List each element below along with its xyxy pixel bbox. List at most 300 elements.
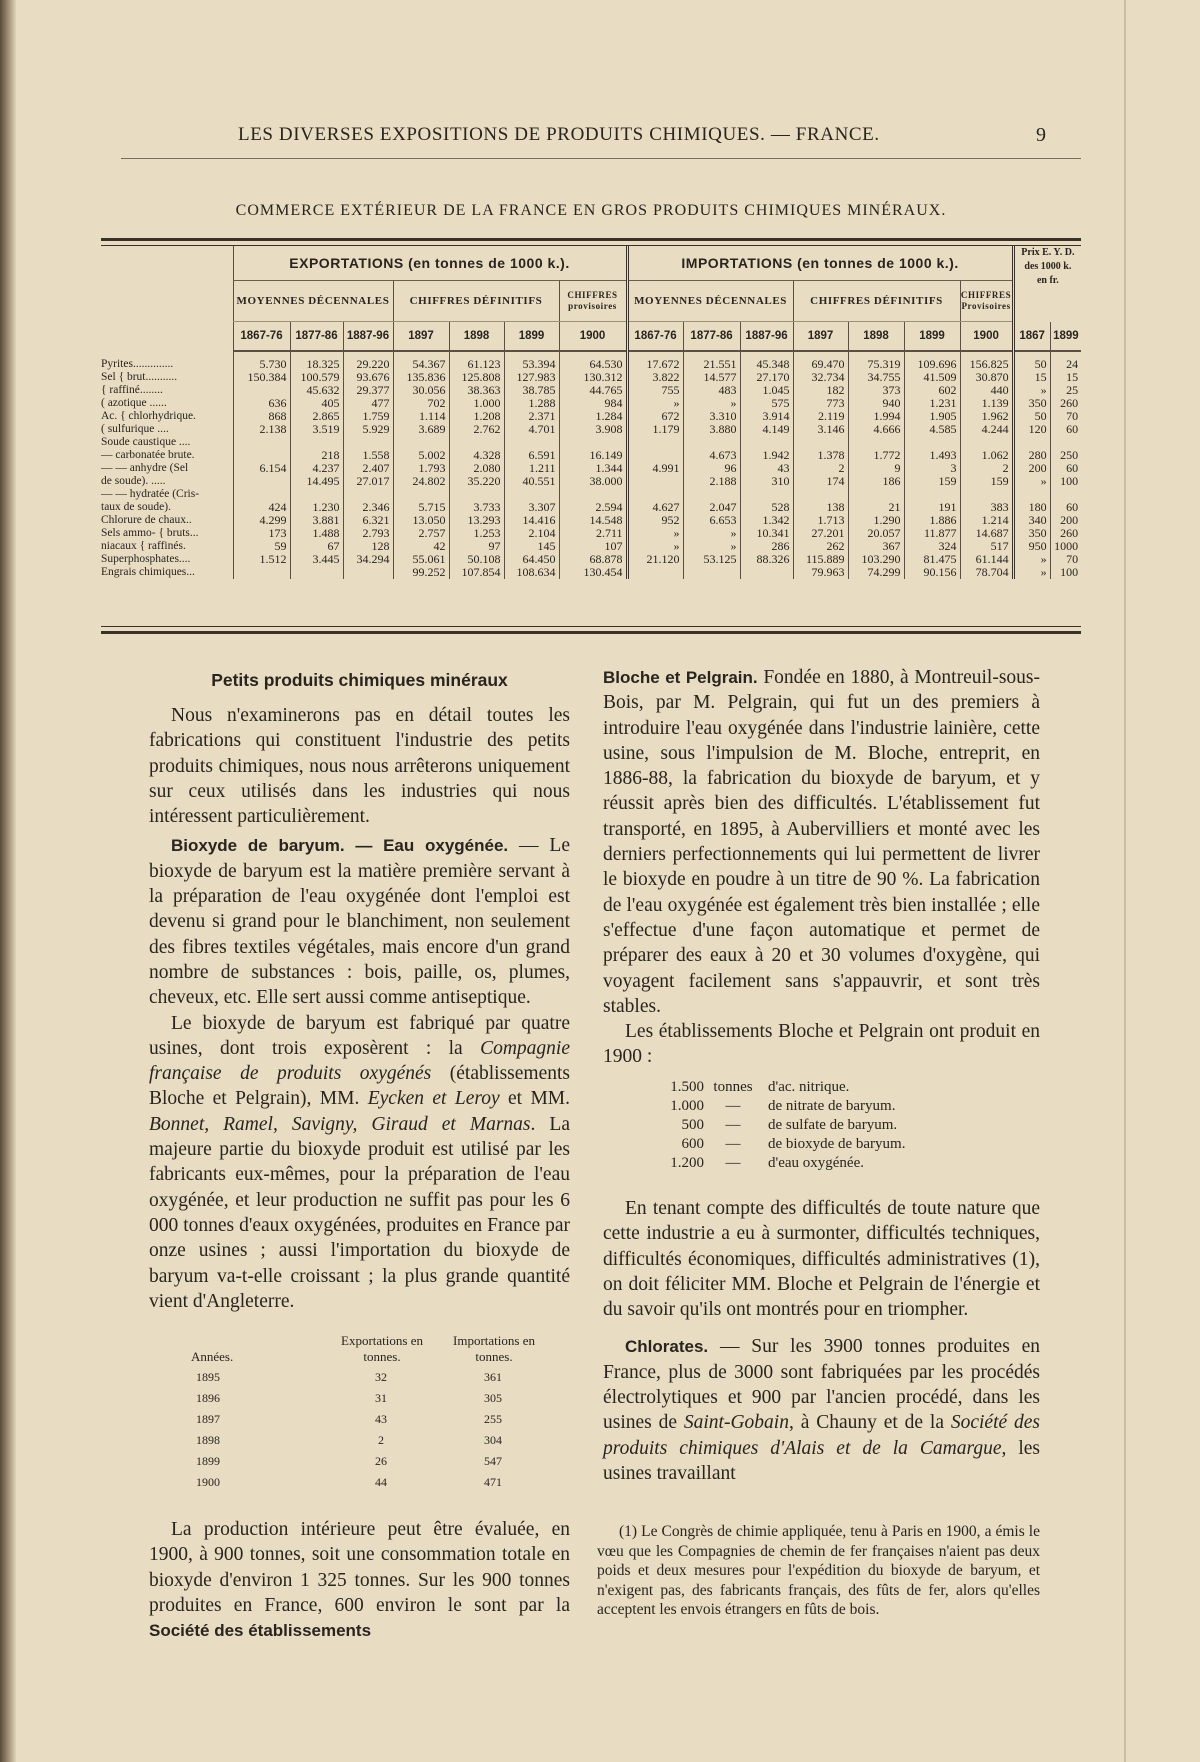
year-header: 1899 [904, 322, 960, 352]
import-value: 367 [848, 540, 904, 553]
prov-line: CHIFFRES [567, 290, 618, 300]
export-value: 1.558 [343, 449, 393, 462]
import-value: 159 [904, 475, 960, 488]
year-header: 1900 [960, 322, 1013, 352]
import-value: 575 [740, 397, 793, 410]
export-value: 29.377 [343, 384, 393, 397]
export-value: 135.836 [393, 371, 449, 384]
col-header: Exportations en tonnes. [341, 1333, 423, 1364]
export-value: 3.908 [559, 423, 627, 436]
export-value: 45.632 [290, 384, 343, 397]
quantity: 500 [681, 1117, 704, 1133]
imports-cell: 361 [484, 1370, 502, 1384]
import-value: 940 [848, 397, 904, 410]
row-label: taux de soude). [101, 501, 171, 513]
import-value: 2.188 [683, 475, 740, 488]
export-value: 3.733 [449, 501, 504, 514]
unit: — [725, 1136, 741, 1152]
imports-cell: 471 [484, 1475, 502, 1489]
import-value: 20.057 [848, 527, 904, 540]
prov-line: CHIFFRES [960, 290, 1012, 300]
imports-title: IMPORTATIONS (en tonnes de 1000 k.). [627, 246, 1013, 281]
export-value: 636 [233, 397, 290, 410]
price-value: 24 [1050, 351, 1081, 371]
export-value: 40.551 [504, 475, 559, 488]
import-value: 90.156 [904, 566, 960, 579]
import-value: » [627, 527, 683, 540]
import-value: 182 [793, 384, 848, 397]
import-value: 30.870 [960, 371, 1013, 384]
table-row [101, 423, 1081, 436]
page-number: 9 [1036, 124, 1046, 146]
row-label: Sels ammo- { bruts... [101, 527, 199, 539]
export-value: 35.220 [449, 475, 504, 488]
text: . La majeure partie du bioxyde produit est utilisé par les fabricants eux-mêmes, pour la préparation de l'eau oxygénée, et leur production ne suffit pas pour les 6 000 tonnes d'eaux oxygénées, produites en France par onze usines ; aussi l'importation du bioxyde de baryum va-t-elle croissant ; la plus grande quantité vient d'Angleterre. [149, 1113, 570, 1312]
production-list [660, 1078, 905, 1173]
import-value: 1.905 [904, 410, 960, 423]
year-header: 1887-96 [740, 322, 793, 352]
export-value: 127.983 [504, 371, 559, 384]
export-value: 1.488 [290, 527, 343, 540]
export-value [233, 566, 290, 579]
export-value: 1.284 [559, 410, 627, 423]
price-value: 100 [1050, 475, 1081, 488]
export-value [343, 566, 393, 579]
price-value: 180 [1013, 501, 1050, 514]
import-value: 1.994 [848, 410, 904, 423]
label-header [101, 246, 233, 351]
export-value: 4.299 [233, 514, 290, 527]
export-value: 64.450 [504, 553, 559, 566]
import-value: 2 [960, 462, 1013, 475]
paragraph [149, 1517, 570, 1643]
import-value: 96 [683, 462, 740, 475]
paragraph [603, 1196, 1040, 1322]
unit: — [725, 1117, 741, 1133]
export-value: 38.363 [449, 384, 504, 397]
import-value: 14.687 [960, 527, 1013, 540]
export-value: 3.519 [290, 423, 343, 436]
price-value: » [1013, 384, 1050, 397]
export-value: 6.591 [504, 449, 559, 462]
left-column-top [149, 703, 570, 1314]
year-cell: 1896 [196, 1391, 220, 1405]
export-value: 107 [559, 540, 627, 553]
price-value: 60 [1050, 501, 1081, 514]
export-value: 16.149 [559, 449, 627, 462]
production-item [660, 1135, 905, 1154]
import-value: 186 [848, 475, 904, 488]
export-value: 3.689 [393, 423, 449, 436]
import-value [627, 475, 683, 488]
export-value: 1.253 [449, 527, 504, 540]
export-value: 99.252 [393, 566, 449, 579]
import-value: 88.326 [740, 553, 793, 566]
export-value: 150.384 [233, 371, 290, 384]
paragraph [149, 703, 570, 829]
import-value: 672 [627, 410, 683, 423]
imports-cell: 304 [484, 1433, 502, 1447]
year-header: 1887-96 [343, 322, 393, 352]
import-value: 3.146 [793, 423, 848, 436]
paragraph [603, 1334, 1040, 1486]
price-value: 260 [1050, 397, 1081, 410]
section-heading: Petits produits chimiques minéraux [211, 670, 508, 690]
import-value: 1.886 [904, 514, 960, 527]
year-header: 1877-86 [290, 322, 343, 352]
row-label: — — anhydre (Sel [101, 462, 189, 474]
export-value: 67 [290, 540, 343, 553]
import-value: 3.914 [740, 410, 793, 423]
price-value: 280 [1013, 449, 1050, 462]
quantity: 1.000 [670, 1098, 704, 1114]
export-value: 4.701 [504, 423, 559, 436]
export-value: 53.394 [504, 351, 559, 371]
price-value: 120 [1013, 423, 1050, 436]
import-value: 4.244 [960, 423, 1013, 436]
import-value: » [683, 397, 740, 410]
price-value: 350 [1013, 527, 1050, 540]
row-label: — — hydratée (Cris- [101, 488, 200, 500]
export-value: 93.676 [343, 371, 393, 384]
row-label: { raffiné........ [101, 384, 163, 396]
export-value: 4.328 [449, 449, 504, 462]
export-value: 1.344 [559, 462, 627, 475]
price-value: » [1013, 553, 1050, 566]
import-value: 1.290 [848, 514, 904, 527]
import-value: 74.299 [848, 566, 904, 579]
export-value: 5.730 [233, 351, 290, 371]
italic-text: Bonnet, Ramel, Savigny, Giraud et Marnas [149, 1113, 531, 1135]
export-value: 1.512 [233, 553, 290, 566]
bold-text: Société des établissements [149, 1621, 372, 1641]
table-row [190, 1367, 550, 1388]
prix-header [1013, 246, 1081, 322]
export-value: 2.793 [343, 527, 393, 540]
unit: tonnes [713, 1079, 753, 1095]
export-value: 54.367 [393, 351, 449, 371]
import-value: 755 [627, 384, 683, 397]
footnote [597, 1522, 1040, 1620]
export-value: 1.793 [393, 462, 449, 475]
import-value: 1.942 [740, 449, 793, 462]
price-value: » [1013, 566, 1050, 579]
year-cell: 1899 [196, 1454, 220, 1468]
import-value: 17.672 [627, 351, 683, 371]
import-value: 61.144 [960, 553, 1013, 566]
export-value: 5.715 [393, 501, 449, 514]
price-value: 70 [1050, 410, 1081, 423]
import-value: 103.290 [848, 553, 904, 566]
prov-line: Provisoires [961, 301, 1011, 311]
product: d'eau oxygénée. [768, 1155, 864, 1171]
export-value: 1.114 [393, 410, 449, 423]
exports-title: EXPORTATIONS (en tonnes de 1000 k.). [233, 246, 627, 281]
export-value: 61.123 [449, 351, 504, 371]
year-header: 1867 [1013, 322, 1050, 352]
import-value: » [627, 397, 683, 410]
import-value: 53.125 [683, 553, 740, 566]
export-value: 1.230 [290, 501, 343, 514]
prix-line: en fr. [1036, 275, 1059, 286]
export-value: 50.108 [449, 553, 504, 566]
paragraph [603, 665, 1040, 1019]
price-value: 250 [1050, 449, 1081, 462]
import-value: 1.062 [960, 449, 1013, 462]
export-value: 14.495 [290, 475, 343, 488]
import-value: 41.509 [904, 371, 960, 384]
price-value: 50 [1013, 410, 1050, 423]
exports-cell: 31 [375, 1391, 387, 1405]
header-rule [121, 158, 1081, 159]
prov-line: provisoires [568, 301, 617, 311]
export-value: 5.002 [393, 449, 449, 462]
text: , à Chauny et de la [788, 1412, 951, 1434]
export-value: 2.371 [504, 410, 559, 423]
import-value: 43 [740, 462, 793, 475]
import-value: 21 [848, 501, 904, 514]
export-value: 405 [290, 397, 343, 410]
export-value: 6.321 [343, 514, 393, 527]
price-value: 60 [1050, 462, 1081, 475]
production-item [660, 1078, 905, 1097]
export-value: 2.346 [343, 501, 393, 514]
italic-text: Société des produits chimiques d'Alais et de la Camargue [603, 1412, 1041, 1459]
import-value: 10.341 [740, 527, 793, 540]
import-value: 75.319 [848, 351, 904, 371]
export-value [233, 475, 290, 488]
page-edge [1124, 0, 1126, 1762]
text: Les établissements Bloche et Pelgrain ont produit en 1900 : [603, 1021, 1040, 1068]
import-value: 81.475 [904, 553, 960, 566]
import-value: 310 [740, 475, 793, 488]
row-label: Sel { brut........... [101, 371, 178, 383]
price-value: 340 [1013, 514, 1050, 527]
export-value: 97 [449, 540, 504, 553]
row-label: ( azotique ...... [101, 397, 167, 409]
import-value [740, 566, 793, 579]
export-value: 13.293 [449, 514, 504, 527]
import-value: 517 [960, 540, 1013, 553]
export-value: 6.154 [233, 462, 290, 475]
table-row [190, 1430, 550, 1451]
imports-cell: 547 [484, 1454, 502, 1468]
export-value: 108.634 [504, 566, 559, 579]
table-top-rule [101, 238, 1081, 246]
exports-cell: 44 [375, 1475, 387, 1489]
text: En tenant compte des difficultés de toute nature que cette industrie a eu à surmonter, difficultés techniques, difficultés économiques, difficultés administratives (1), on doit féliciter MM. Bloche et Pelgrain de l'énergie et du savoir qu'ils ont montrés pour en triompher. [603, 1198, 1040, 1321]
table-row [101, 475, 1081, 488]
import-value: 115.889 [793, 553, 848, 566]
year-header: 1899 [504, 322, 559, 352]
export-value [290, 566, 343, 579]
price-value: 100 [1050, 566, 1081, 579]
export-value: 3.445 [290, 553, 343, 566]
product: de sulfate de baryum. [768, 1117, 898, 1133]
imports-cell: 305 [484, 1391, 502, 1405]
import-value: 79.963 [793, 566, 848, 579]
year-header: 1898 [449, 322, 504, 352]
export-value: 128 [343, 540, 393, 553]
price-value: 15 [1013, 371, 1050, 384]
table-bottom-rule [101, 626, 1081, 634]
paragraph [603, 1019, 1040, 1070]
text: Le bioxyde de baryum est fabriqué par quatre usines, dont trois exposèrent : la [149, 1012, 570, 1059]
import-value: 952 [627, 514, 683, 527]
row-label: Soude caustique .... [101, 436, 191, 448]
import-value: 9 [848, 462, 904, 475]
import-value: 109.696 [904, 351, 960, 371]
text: (établissements Bloche et Pelgrain), MM. [149, 1063, 570, 1110]
export-value: 130.312 [559, 371, 627, 384]
import-value: 14.577 [683, 371, 740, 384]
export-value: 44.765 [559, 384, 627, 397]
import-value: 1.139 [960, 397, 1013, 410]
export-value: 173 [233, 527, 290, 540]
export-value: 59 [233, 540, 290, 553]
import-value: 156.825 [960, 351, 1013, 371]
text: La production intérieure peut être évaluée, en 1900, à 900 tonnes, soit une consommation totale en bioxyde d'environ 1 325 tonnes. Sur les 900 tonnes produites en France, 600 environ le sont par la [149, 1519, 570, 1616]
export-value: 702 [393, 397, 449, 410]
export-value: 29.220 [343, 351, 393, 371]
production-item [660, 1116, 905, 1135]
import-value: 3.310 [683, 410, 740, 423]
export-value: 18.325 [290, 351, 343, 371]
row-label: niacaux { raffinés. [101, 540, 186, 552]
export-value: 3.307 [504, 501, 559, 514]
import-value: 6.653 [683, 514, 740, 527]
export-value: 100.579 [290, 371, 343, 384]
export-value: 1.208 [449, 410, 504, 423]
col-header: Années. [191, 1349, 234, 1364]
export-value: 125.808 [449, 371, 504, 384]
import-value: 483 [683, 384, 740, 397]
import-value: 4.627 [627, 501, 683, 514]
import-value: 78.704 [960, 566, 1013, 579]
export-value: 55.061 [393, 553, 449, 566]
imp-moyennes-header: MOYENNES DÉCENNALES [627, 281, 793, 322]
export-value: 868 [233, 410, 290, 423]
export-value: 34.294 [343, 553, 393, 566]
import-value: 383 [960, 501, 1013, 514]
production-item [660, 1097, 905, 1116]
col-header: Importations en tonnes. [453, 1333, 535, 1364]
year-header: 1899 [1050, 322, 1081, 352]
text: , les usines travaillant [603, 1437, 1040, 1484]
import-value: 3.880 [683, 423, 740, 436]
export-value: 2.594 [559, 501, 627, 514]
import-value: 4.991 [627, 462, 683, 475]
export-value: 64.530 [559, 351, 627, 371]
import-value: 324 [904, 540, 960, 553]
import-value: 528 [740, 501, 793, 514]
unit: — [725, 1098, 741, 1114]
year-header: 1867-76 [627, 322, 683, 352]
export-value: 1.211 [504, 462, 559, 475]
table-row [101, 449, 1081, 462]
export-value: 2.762 [449, 423, 504, 436]
price-value: 950 [1013, 540, 1050, 553]
price-value: 60 [1050, 423, 1081, 436]
exports-cell: 2 [378, 1433, 384, 1447]
text: — Sur les 3900 tonnes produites en France, plus de 3000 sont fabriquées par les procédés électrolytiques et 900 par l'ancien procédé, dans les usines de [603, 1336, 1040, 1434]
text: et MM. [499, 1088, 571, 1110]
baryum-trade-table [190, 1332, 550, 1493]
italic-text: Saint-Gobain [683, 1412, 789, 1434]
product: de nitrate de baryum. [768, 1098, 896, 1114]
import-value: 69.470 [793, 351, 848, 371]
import-value: 1.231 [904, 397, 960, 410]
imports-cell: 255 [484, 1412, 502, 1426]
table-row [101, 488, 1081, 501]
export-value: 477 [343, 397, 393, 410]
price-value: 50 [1013, 351, 1050, 371]
row-label: ( sulfurique .... [101, 423, 169, 435]
italic-text: Eycken et Leroy [367, 1088, 500, 1110]
import-value: 1.772 [848, 449, 904, 462]
exp-definitifs-header: CHIFFRES DÉFINITIFS [393, 281, 559, 322]
export-value: 5.929 [343, 423, 393, 436]
price-value: 1000 [1050, 540, 1081, 553]
year-cell: 1897 [196, 1412, 220, 1426]
import-value [683, 566, 740, 579]
import-value: 286 [740, 540, 793, 553]
bold-text: Chlorates. [625, 1337, 709, 1357]
export-value: 30.056 [393, 384, 449, 397]
export-value: 2.104 [504, 527, 559, 540]
book-binding [0, 0, 16, 1762]
import-value: 440 [960, 384, 1013, 397]
bold-text: Bloche et Pelgrain. [603, 668, 758, 687]
import-value: 773 [793, 397, 848, 410]
text: — Le bioxyde de baryum est la matière première servant à la préparation de l'eau oxygénée dont l'emploi est devenu si grand pour le blanchiment, non seulement des fibres textiles végétales, mais encore d'un grand nombre de substances : bois, paille, os, plumes, cheveux, etc. Elle sert aussi comme antiseptique. [149, 835, 570, 1009]
table-row [190, 1451, 550, 1472]
import-value: » [627, 540, 683, 553]
import-value: 159 [960, 475, 1013, 488]
export-value: 1.288 [504, 397, 559, 410]
price-value: » [1013, 475, 1050, 488]
export-value: 38.785 [504, 384, 559, 397]
import-value: 138 [793, 501, 848, 514]
import-value: 174 [793, 475, 848, 488]
product: d'ac. nitrique. [768, 1079, 850, 1095]
import-value [627, 436, 683, 449]
trade-table [101, 246, 1081, 579]
unit: — [725, 1155, 741, 1171]
table-title: COMMERCE EXTÉRIEUR DE LA FRANCE EN GROS PRODUITS CHIMIQUES MINÉRAUX. [235, 202, 947, 219]
price-value: 70 [1050, 553, 1081, 566]
import-value: 2 [793, 462, 848, 475]
export-value: 68.878 [559, 553, 627, 566]
import-value: 3.822 [627, 371, 683, 384]
price-value: 260 [1050, 527, 1081, 540]
row-label: Pyrites.............. [101, 357, 174, 370]
export-value: 2.757 [393, 527, 449, 540]
import-value: 4.673 [683, 449, 740, 462]
import-value: 373 [848, 384, 904, 397]
paragraph [149, 833, 570, 1010]
export-value: 145 [504, 540, 559, 553]
imp-provisoires-header [960, 281, 1013, 322]
text: Fondée en 1880, à Montreuil-sous-Bois, par M. Pelgrain, qui fut un des premiers à introduire l'eau oxygénée dans l'industrie lainière, cette usine, sous l'impulsion de M. Bloche, entreprit, en 1886-88, la fabrication du bioxyde de baryum, et y réussit après bien des difficultés. L'établissement fut transporté, en 1895, à Aubervilliers et monté avec les derniers perfectionnements qui lui permettent de livrer le bioxyde en poudre à un titre de 90 %. La fabrication de l'eau oxygénée est également très bien installée ; elle s'effectue d'une façon automatique et permet de préparer des eaux à 20 et 30 volumes d'oxygène, qui voyagent facilement sans s'appauvrir, et sont très stables. [603, 667, 1040, 1017]
prix-line: des 1000 k. [1024, 261, 1072, 272]
import-value: 1.493 [904, 449, 960, 462]
export-value: 42 [393, 540, 449, 553]
export-value: 2.865 [290, 410, 343, 423]
price-value: 350 [1013, 397, 1050, 410]
text: Nous n'examinerons pas en détail toutes les fabrications qui constituent l'industrie des petits produits chimiques, nous nous arrêterons uniquement sur ceux utilisés dans les industries qui nous intéressent particulièrement. [149, 705, 570, 828]
price-value: 200 [1050, 514, 1081, 527]
